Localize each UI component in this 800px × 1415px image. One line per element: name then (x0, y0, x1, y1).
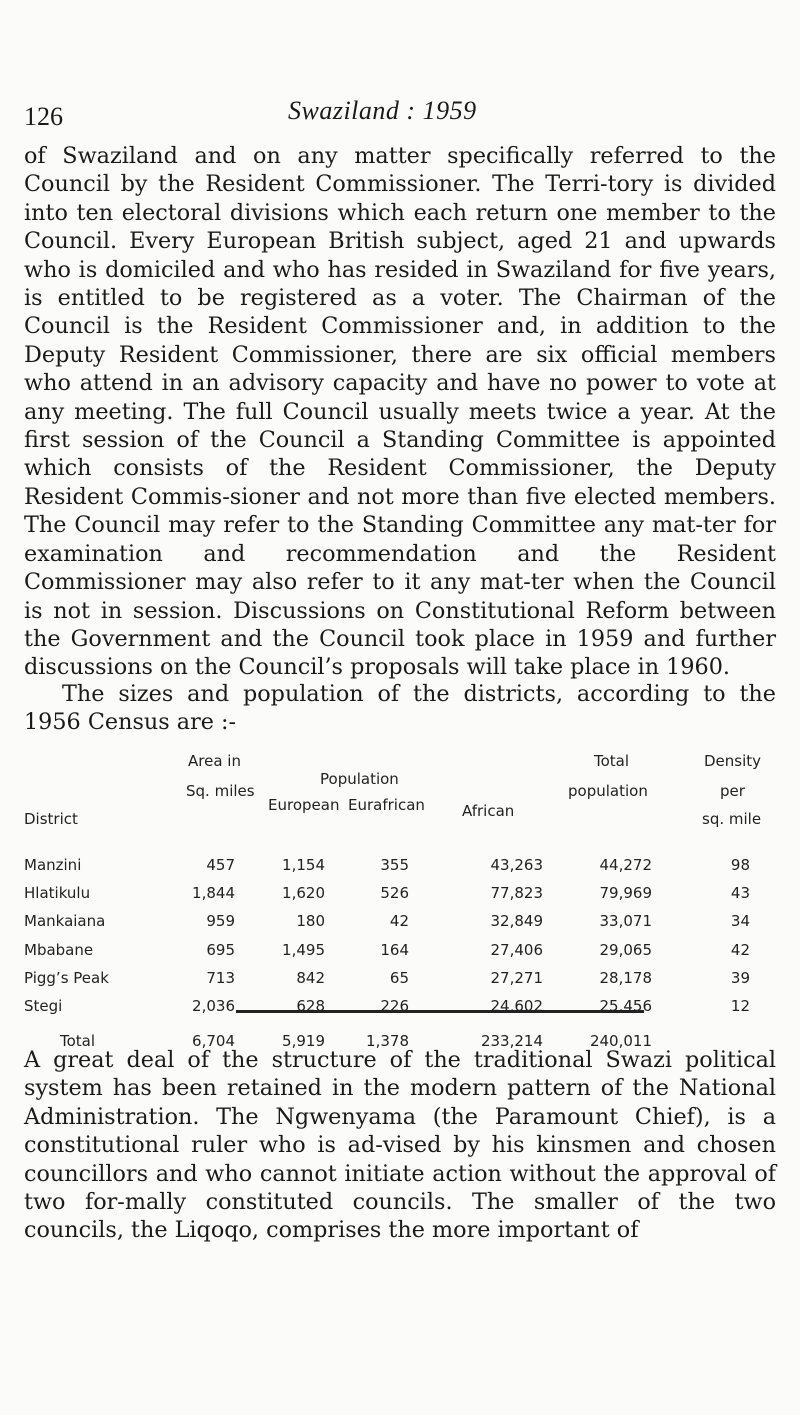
total-rule (236, 1010, 644, 1013)
row-total: 29,065 (599, 940, 652, 959)
row-african: 27,406 (490, 940, 543, 959)
row-district: Mbabane (24, 940, 94, 959)
paragraph-constitution: of Swaziland and on any matter specifically referred to the Council by the Resident Commissioner. The Terri-tory is divided into ten electoral divisions which each return one member to the Council. Every European British subject, aged 21 and upwards who is domiciled and who has resided in Swaziland for five years, is entitled to be registered as a voter. The Chairman of the Council is the Resident Commissioner and, in addition to the Deputy Resident Commissioner, there are six official members who attend in an advisory capacity and have no power to vote at any meeting. The full Council usually meets twice a year. At the first session of the Council a Standing Committee is appointed which consists of the Resident Commissioner, the Deputy Resident Commis-sioner and not more than five elected members. The Council may refer to the Standing Committee any mat-ter for examination and recommendation and the Resident Commissioner may also refer to it any mat-ter when the Council is not in session. Discussions on Constitutional Reform between the Government and the Council took place in 1959 and further discussions on the Council’s proposals will take place in 1960. (24, 143, 776, 681)
row-african: 27,271 (490, 968, 543, 987)
row-density: 98 (730, 856, 750, 874)
row-african: 32,849 (490, 912, 543, 931)
row-total: 44,272 (599, 856, 652, 874)
row-eurafrican: 355 (380, 856, 409, 874)
header-eurafrican: Eurafrican (348, 796, 425, 814)
running-title: Swaziland : 1959 (288, 96, 477, 125)
header-total: Total (594, 752, 630, 770)
row-european: 180 (296, 912, 325, 931)
header-density: Density (704, 752, 762, 770)
row-area: 695 (206, 940, 235, 959)
row-density: 39 (730, 968, 750, 987)
header-european: European (268, 796, 340, 814)
row-area: 457 (206, 856, 235, 874)
total-eurafrican: 1,378 (366, 1032, 409, 1050)
row-european: 1,620 (282, 884, 325, 903)
row-european: 1,495 (282, 940, 325, 959)
header-density-unit: sq. mile (702, 810, 762, 828)
row-african: 24,602 (490, 997, 543, 1015)
paragraph-swazi-system: A great deal of the structure of the traditional Swazi political system has been retained in the modern pattern of the National Administration. The Ngwenyama (the Paramount Chief), is a constitutional ruler who is ad-vised by his kinsmen and chosen councillors and who cannot initiate action without the approval of two for-mally constituted councils. The smaller of the two councils, the Liqoqo, comprises the more important of (24, 1047, 776, 1244)
header-area-unit: Sq. miles (186, 782, 255, 800)
row-african: 43,263 (490, 856, 543, 874)
row-african: 77,823 (490, 884, 543, 903)
row-density: 42 (730, 940, 750, 959)
row-eurafrican: 164 (380, 940, 409, 959)
header-density-per: per (720, 782, 745, 800)
row-total: 25,456 (599, 997, 652, 1015)
total-label: Total (60, 1032, 96, 1050)
row-total: 28,178 (599, 968, 652, 987)
row-total: 79,969 (599, 884, 652, 903)
total-population: 240,011 (589, 1032, 652, 1050)
row-european: 842 (296, 968, 325, 987)
row-district: Hlatikulu (24, 884, 91, 903)
header-african: African (462, 802, 515, 820)
row-area: 1,844 (192, 884, 235, 903)
row-district: Manzini (24, 856, 82, 874)
row-density: 12 (730, 997, 750, 1015)
row-total: 33,071 (599, 912, 652, 931)
paragraph-census-intro: The sizes and population of the districts, according to the 1956 Census are :- (24, 681, 776, 736)
row-eurafrican: 42 (389, 912, 409, 931)
row-eurafrican: 526 (380, 884, 409, 903)
total-african: 233,214 (480, 1032, 543, 1050)
row-eurafrican: 65 (389, 968, 409, 987)
total-area: 6,704 (192, 1032, 235, 1050)
census-table (0, 752, 800, 1052)
row-european: 628 (296, 997, 325, 1015)
row-district: Pigg’s Peak (24, 968, 109, 987)
header-district: District (24, 810, 78, 828)
row-eurafrican: 226 (380, 997, 409, 1015)
page-number: 126 (24, 102, 63, 131)
row-european: 1,154 (282, 856, 325, 874)
row-area: 713 (206, 968, 235, 987)
row-area: 2,036 (192, 997, 235, 1015)
row-district: Mankaiana (24, 912, 106, 931)
header-population: Population (320, 770, 399, 788)
row-density: 34 (730, 912, 750, 931)
header-total-population: population (568, 782, 648, 800)
total-european: 5,919 (282, 1032, 325, 1050)
row-area: 959 (206, 912, 235, 931)
header-area: Area in (188, 752, 241, 770)
row-density: 43 (730, 884, 750, 903)
row-district: Stegi (24, 997, 63, 1015)
